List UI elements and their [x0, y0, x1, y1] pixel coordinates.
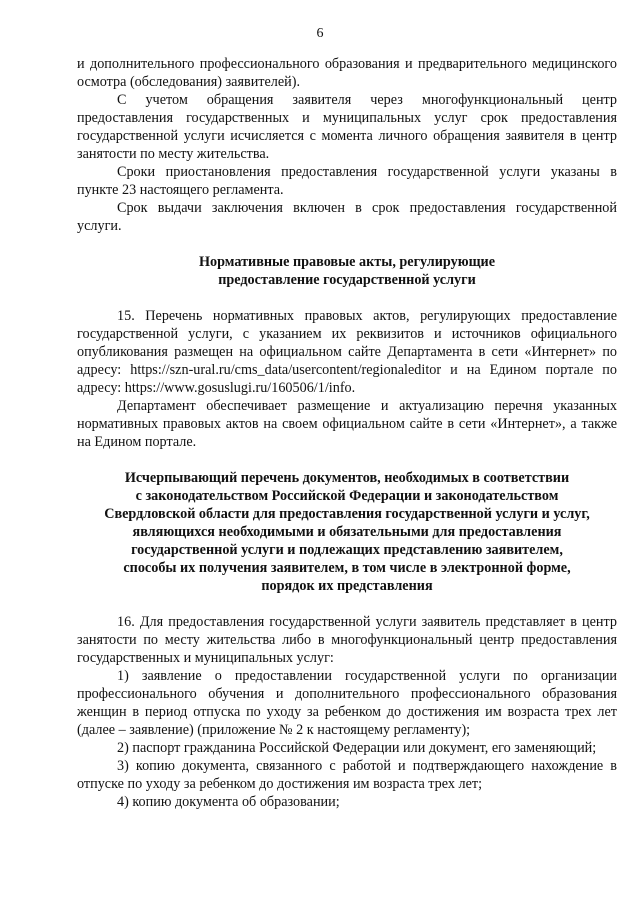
heading-line: порядок их представления — [261, 578, 433, 594]
heading-line: Свердловской области для предоставления государственной услуги и услуг, — [104, 506, 590, 522]
section-heading-legal-acts — [77, 253, 617, 289]
paragraph: и дополнительного профессионального образования и предварительного медицинского осмотра (обследования) заявителей). — [77, 56, 617, 90]
list-item: 2) паспорт гражданина Российской Федерации или документ, его заменяющий; — [117, 740, 597, 756]
heading-line: Нормативные правовые акты, регулирующие — [198, 254, 496, 270]
heading-line: Исчерпывающий перечень документов, необходимых в соответствии — [124, 470, 570, 486]
list-item: 3) копию документа, связанного с работой и подтверждающего нахождение в отпуске по уходу за ребенком до достижения им возраста трех лет; — [77, 758, 617, 792]
document-list — [77, 667, 617, 811]
heading-line: государственной услуги и подлежащих представлению заявителем, — [131, 542, 563, 558]
page-number: 6 — [316, 26, 324, 41]
section-heading-documents — [77, 469, 617, 595]
paragraph: Департамент обеспечивает размещение и актуализацию перечня указанных нормативных правовых актов на своем официальном сайте в сети «Интернет», а также на Едином портале. — [77, 398, 617, 450]
heading-line: с законодательством Российской Федерации и законодательством — [135, 488, 559, 504]
list-item: 1) заявление о предоставлении государственной услуги по организации профессионального обучения и дополнительного профессионального образования женщин в период отпуска по уходу за ребенком до достижения им возраста трех лет (далее – заявление) (приложение № 2 к настоящему регламенту); — [77, 668, 617, 738]
heading-line: предоставление государственной услуги — [218, 272, 476, 288]
document-body — [77, 55, 617, 811]
paragraph: Срок выдачи заключения включен в срок предоставления государственной услуги. — [77, 200, 617, 234]
paragraph: 15. Перечень нормативных правовых актов, регулирующих предоставление государственной услуги, с указанием их реквизитов и источников официального опубликования размещен на официальном сайте Департамента в сети «Интернет» по адресу: https://szn-ural.ru/cms_data/usercontent/regionaleditor и на Едином портале по адресу: https://www.gosuslugi.ru/160506/1/info. — [77, 308, 617, 396]
paragraph: 16. Для предоставления государственной услуги заявитель представляет в центр занятости по месту жительства либо в многофункциональный центр предоставления государственных и муниципальных услуг: — [77, 614, 617, 666]
heading-line: являющихся необходимыми и обязательными для предоставления — [132, 524, 562, 540]
heading-line: способы их получения заявителем, в том числе в электронной форме, — [123, 560, 571, 576]
paragraph: С учетом обращения заявителя через многофункциональный центр предоставления государственных и муниципальных услуг срок предоставления государственной услуги исчисляется с момента личного обращения заявителя в центр занятости по месту жительства. — [77, 92, 617, 162]
list-item: 4) копию документа об образовании; — [117, 794, 340, 810]
paragraph: Сроки приостановления предоставления государственной услуги указаны в пункте 23 настоящего регламента. — [77, 164, 617, 198]
